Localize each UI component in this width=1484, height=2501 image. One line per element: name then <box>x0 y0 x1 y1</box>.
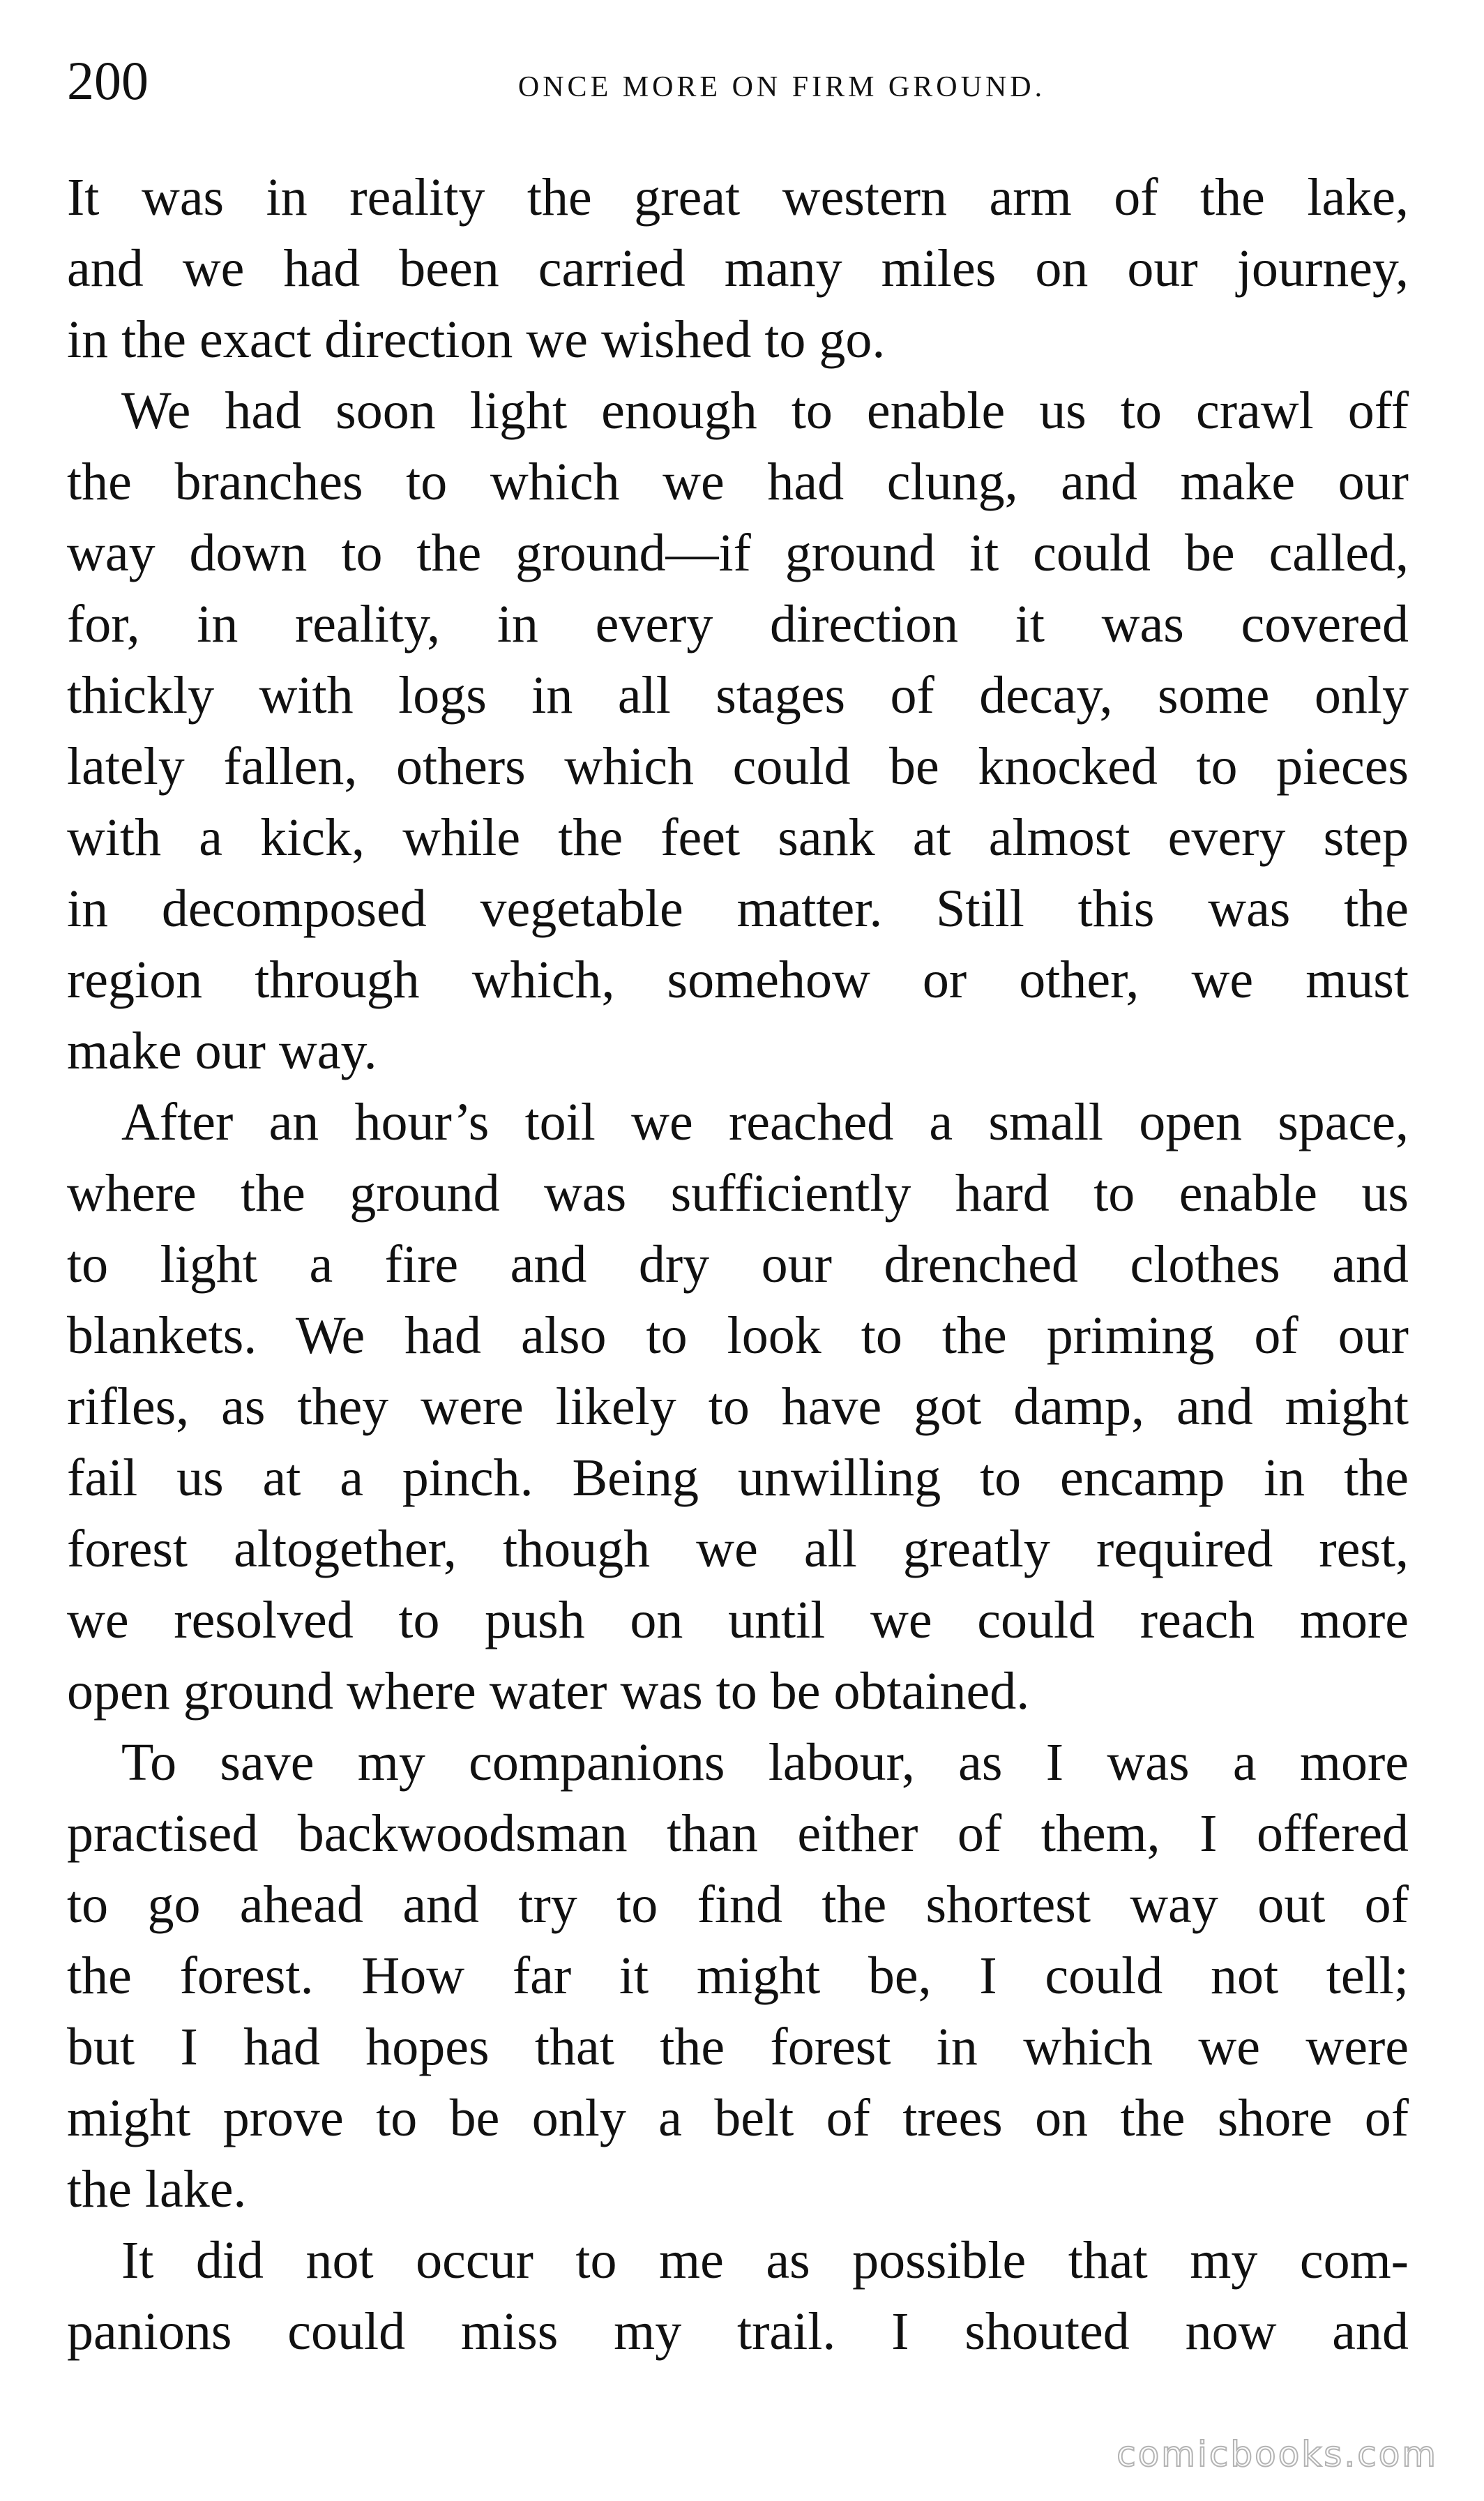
text-line: practised backwoodsman than either of them, I offered <box>67 1804 1409 1863</box>
text-line: blankets. We had also to look to the priming of our <box>67 1306 1409 1365</box>
text-line: we resolved to push on until we could reach more <box>67 1591 1409 1649</box>
text-line: thickly with logs in all stages of decay, some only <box>67 666 1409 725</box>
text-line: and we had been carried many miles on our journey, <box>67 239 1409 298</box>
text-line: the branches to which we had clung, and make our <box>67 453 1409 511</box>
text-line: but I had hopes that the forest in which we were <box>67 2018 1409 2076</box>
text-line: the forest. How far it might be, I could not tell; <box>67 1947 1409 2005</box>
text-line: lately fallen, others which could be knocked to pieces <box>67 737 1409 796</box>
text-line: in decomposed vegetable matter. Still this was the <box>67 879 1409 938</box>
watermark: comicbooks.com <box>1116 2434 1438 2474</box>
page-number: 200 <box>67 50 149 111</box>
text-line: the lake. <box>67 2160 247 2219</box>
text-line: in the exact direction we wished to go. <box>67 310 886 369</box>
text-line: It was in reality the great western arm of the lake, <box>67 168 1409 227</box>
text-line: It did not occur to me as possible that my com- <box>121 2231 1409 2290</box>
text-line: with a kick, while the feet sank at almost every step <box>67 808 1409 867</box>
text-line: region through which, somehow or other, we must <box>67 951 1409 1009</box>
text-line: make our way. <box>67 1022 377 1080</box>
page-header <box>67 46 1406 116</box>
text-line: panions could miss my trail. I shouted now and <box>67 2302 1409 2361</box>
text-line: forest altogether, though we all greatly required rest, <box>67 1520 1409 1578</box>
text-line: for, in reality, in every direction it was covered <box>67 595 1409 653</box>
text-line: We had soon light enough to enable us to crawl off <box>121 381 1409 440</box>
text-line: way down to the ground—if ground it could be called, <box>67 524 1409 582</box>
text-line: rifles, as they were likely to have got damp, and might <box>67 1377 1409 1436</box>
text-line: open ground where water was to be obtained. <box>67 1662 1030 1721</box>
text-line: fail us at a pinch. Being unwilling to encamp in the <box>67 1449 1409 1507</box>
text-line: to light a fire and dry our drenched clothes and <box>67 1235 1409 1294</box>
body-text <box>67 162 1409 2367</box>
text-line: where the ground was sufficiently hard to enable us <box>67 1164 1409 1223</box>
text-line: to go ahead and try to find the shortest way out of <box>67 1875 1409 1934</box>
running-head: ONCE MORE ON FIRM GROUND. <box>517 71 1046 103</box>
text-line: After an hour’s toil we reached a small open space, <box>121 1093 1409 1151</box>
text-line: might prove to be only a belt of trees on the shore of <box>67 2089 1409 2147</box>
text-line: To save my companions labour, as I was a more <box>121 1733 1409 1792</box>
